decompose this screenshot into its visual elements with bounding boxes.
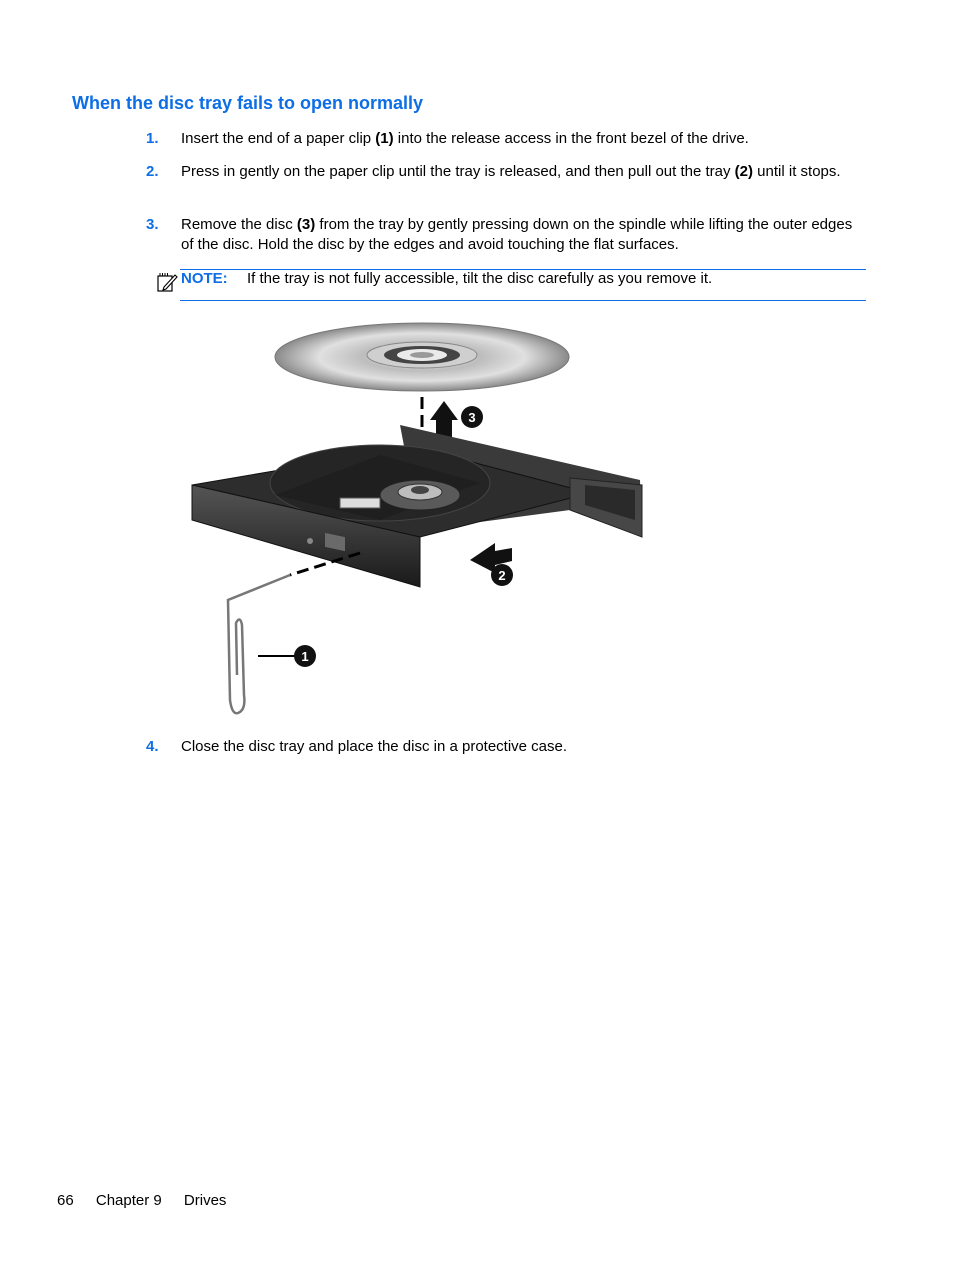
step-text: Insert the end of a paper clip (1) into the release access in the front bezel of the drive.	[181, 130, 749, 147]
step-text: Close the disc tray and place the disc in a protective case.	[181, 738, 568, 755]
page-footer	[57, 1192, 244, 1209]
svg-text:3: 3	[468, 410, 476, 425]
callout-2	[491, 564, 513, 586]
callout-3	[461, 406, 483, 428]
section-heading: When the disc tray fails to open normally	[72, 93, 424, 113]
note-label: NOTE:	[181, 270, 228, 287]
step-number: 3.	[146, 216, 159, 233]
svg-text:2: 2	[498, 568, 506, 583]
note-text: If the tray is not fully accessible, tilt the disc carefully as you remove it.	[247, 270, 713, 287]
paper-clip	[228, 575, 290, 713]
note-icon	[156, 271, 178, 293]
page-number: 66	[57, 1192, 74, 1209]
step-text: Remove the disc (3) from the tray by gently pressing down on the spindle while lifting the outer edges of the disc. Hold the disc by the edges and avoid touching the flat surfaces.	[181, 216, 853, 253]
disc	[275, 323, 569, 391]
step-text: Press in gently on the paper clip until the tray is released, and then pull out the tray (2) until it stops.	[181, 163, 841, 180]
chapter-label: Chapter 9	[95, 1192, 162, 1209]
step-number: 2.	[146, 163, 159, 180]
disc-tray-illustration	[180, 315, 660, 725]
note-box	[180, 269, 866, 301]
callout-1	[294, 645, 316, 667]
section-label: Drives	[183, 1192, 227, 1209]
svg-text:1: 1	[301, 649, 309, 664]
step-number: 4.	[146, 738, 159, 755]
step-number: 1.	[146, 130, 159, 147]
